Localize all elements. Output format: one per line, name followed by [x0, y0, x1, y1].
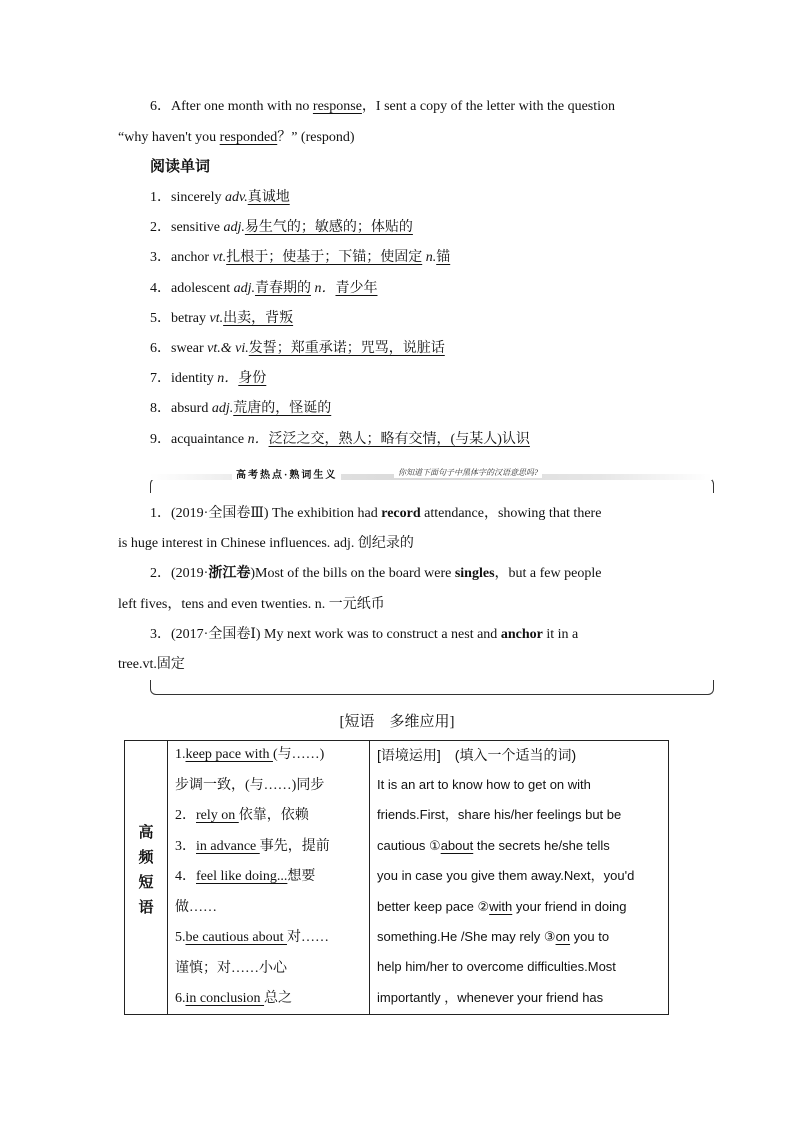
vocab-word: sincerely	[171, 190, 222, 205]
reading-vocab-heading: 阅读单词	[150, 159, 211, 175]
ex3-text-a: 3．(2017·全国卷Ⅰ) My next work was to construct a nest and	[150, 627, 501, 642]
category-char-3: 短	[138, 875, 154, 891]
vocab-num: 9．	[150, 431, 171, 447]
context-text: better keep pace ②	[377, 898, 490, 914]
category-char-4: 语	[138, 900, 154, 916]
ex1-bold-word: record	[381, 506, 421, 521]
phrase-line	[175, 898, 217, 918]
intro-line1-c: ，I sent a copy of the letter with the question	[361, 99, 616, 114]
phrase-num: 3．	[175, 838, 196, 854]
phrase-line	[175, 837, 330, 857]
vocab-pos: vt.	[209, 310, 224, 326]
vocab-word: acquaintance	[171, 431, 245, 447]
phrase-answer: be cautious about	[185, 930, 287, 945]
phrase-meaning: 总之	[264, 991, 293, 1006]
phrase-meaning: 事先，提前	[259, 838, 330, 854]
vocab-pos: vt.& vi.	[207, 341, 249, 356]
phrase-answer: rely on	[196, 808, 239, 823]
vocab-item	[150, 218, 413, 238]
ex2-text-a: 2．(2019·	[150, 566, 209, 581]
phrase-num: 6.	[175, 991, 186, 1006]
vocab-word: sensitive	[171, 220, 220, 236]
hotspot-example-1-line2: is huge interest in Chinese influences. adj. 创纪录的	[118, 536, 414, 551]
context-answer: on	[555, 929, 571, 944]
context-line	[377, 897, 626, 917]
phrase-meaning: 做……	[175, 899, 217, 915]
table-divider-1	[167, 741, 168, 1014]
vocab-meaning: 荒唐的，怪诞的	[233, 401, 332, 417]
hotspot-example-2-line2: left fives，tens and even twenties. n. 一元纸币	[118, 597, 385, 612]
phrase-line	[175, 867, 315, 887]
phrase-line	[175, 776, 324, 796]
context-text: help him/her to overcome difficulties.Most	[377, 959, 616, 975]
phrase-meaning: 对……	[286, 930, 329, 945]
vocab-num: 3．	[150, 250, 171, 266]
vocab-meaning: 出卖，背叛	[223, 310, 294, 326]
category-label	[125, 821, 167, 921]
context-answer: with	[489, 898, 513, 914]
vocab-meaning: 泛泛之交，熟人；略有交情，(与某人)认识	[268, 431, 530, 447]
vocab-word: absurd	[171, 401, 209, 417]
context-line	[377, 927, 609, 947]
vocab-num: 8．	[150, 401, 171, 417]
phrase-meaning: 依靠，依赖	[238, 808, 309, 823]
ex1-text-b: attendance，showing that there	[420, 506, 602, 521]
context-text-b: your friend in doing	[512, 898, 627, 914]
context-text: importantly ，whenever your friend has	[377, 989, 604, 1005]
intro-line2-c: ？” (respond)	[277, 130, 355, 145]
phrase-num: 1.	[175, 747, 186, 762]
vocab-item	[150, 430, 530, 450]
vocab-meaning: 身份	[238, 371, 267, 387]
hotspot-example-3-line2: tree.vt.固定	[118, 657, 185, 672]
phrase-line	[175, 745, 324, 765]
phrases-section-title: [短语 多维应用]	[339, 714, 455, 730]
context-heading: [语境运用] (填入一个适当的词)	[377, 747, 577, 763]
vocab-item	[150, 339, 445, 359]
phrase-answer: feel like doing...	[196, 869, 288, 884]
context-text: you in case you give them away.Next，you'd	[377, 868, 635, 884]
vocab-item	[150, 369, 266, 389]
intro-line1-a: 6．After one month with no	[150, 99, 313, 114]
vocab-num: 1．	[150, 190, 171, 205]
hotspot-title: 高考热点·熟词生义	[232, 466, 341, 481]
ex2-source: 浙江卷	[208, 566, 251, 581]
vocab-num: 4．	[150, 280, 171, 296]
hotspot-example-2	[150, 564, 601, 584]
context-text: friends.First，share his/her feelings but be	[377, 807, 622, 823]
vocab-meaning-2: 锚	[436, 250, 451, 266]
context-text: cautious ①	[377, 837, 441, 853]
phrase-num: 2．	[175, 808, 196, 823]
vocab-num: 7．	[150, 371, 171, 387]
phrase-line	[175, 928, 329, 948]
ex2-text-c: ，but a few people	[494, 566, 602, 581]
hotspot-banner	[150, 462, 712, 494]
context-text: It is an art to know how to get on with	[377, 777, 591, 792]
phrase-line	[175, 959, 287, 979]
phrase-num: 5.	[175, 930, 186, 945]
vocab-word: swear	[171, 341, 204, 356]
category-char-1: 高	[138, 825, 154, 841]
vocab-pos: adj.	[211, 401, 234, 417]
hotspot-frame-bottom	[150, 680, 714, 695]
phrases-table	[124, 740, 669, 1015]
context-text: something.He /She may rely ③	[377, 929, 556, 944]
ex2-bold-word: singles	[454, 566, 495, 581]
phrase-answer: in conclusion	[185, 991, 265, 1006]
vocab-item	[150, 309, 293, 329]
vocab-num: 5．	[150, 310, 171, 326]
phrase-line	[175, 989, 292, 1009]
vocab-pos-2: n.	[425, 250, 437, 266]
context-line	[377, 775, 591, 795]
phrase-answer: keep pace with	[185, 747, 273, 762]
vocab-word: anchor	[171, 250, 210, 266]
vocab-item	[150, 188, 290, 208]
vocab-meaning: 易生气的；敏感的；体贴的	[244, 220, 413, 236]
context-line	[377, 957, 616, 977]
vocab-pos: n．	[217, 371, 239, 387]
phrase-meaning: 谨慎；对……小心	[175, 960, 287, 976]
context-line	[377, 836, 610, 856]
vocab-pos: vt.	[212, 250, 227, 266]
hotspot-example-3	[150, 625, 578, 645]
hotspot-example-1	[150, 504, 601, 524]
intro-line-2	[118, 128, 355, 148]
category-char-2: 频	[138, 850, 154, 866]
intro-answer-responded: responded	[219, 130, 278, 145]
vocab-meaning: 青春期的	[254, 280, 311, 296]
phrase-num: 4．	[175, 869, 196, 884]
phrase-line	[175, 806, 309, 826]
vocab-num: 6．	[150, 341, 171, 356]
ex3-text-b: it in a	[542, 627, 579, 642]
vocab-pos: adj.	[223, 220, 245, 236]
hotspot-hint: 你知道下面句子中黑体字的汉语意思吗?	[394, 467, 542, 478]
vocab-pos-2: n．	[314, 280, 336, 296]
context-line	[377, 866, 634, 886]
vocab-num: 2．	[150, 220, 171, 236]
phrase-meaning: 步调一致，(与……)同步	[175, 777, 325, 793]
ex3-bold-word: anchor	[500, 627, 543, 642]
phrase-meaning: 想要	[287, 869, 316, 884]
phrase-meaning: (与……)	[272, 747, 325, 762]
table-divider-2	[369, 741, 370, 1014]
vocab-pos: adj.	[233, 280, 255, 296]
ex2-text-b: )Most of the bills on the board were	[250, 566, 455, 581]
vocab-pos: adv.	[225, 190, 248, 205]
vocab-meaning: 真诚地	[247, 190, 290, 205]
context-text-b: you to	[570, 929, 610, 944]
vocab-item	[150, 279, 377, 299]
vocab-meaning-2: 青少年	[335, 280, 378, 296]
vocab-item	[150, 248, 450, 268]
context-text-b: the secrets he/she tells	[473, 837, 610, 853]
intro-answer-response: response	[312, 99, 362, 114]
context-answer: about	[440, 837, 474, 853]
intro-line-1	[150, 97, 615, 117]
vocab-pos: n．	[247, 431, 269, 447]
vocab-meaning: 发誓；郑重承诺；咒骂，说脏话	[248, 341, 445, 356]
phrase-answer: in advance	[196, 838, 260, 854]
context-line	[377, 988, 603, 1008]
vocab-item	[150, 399, 331, 419]
vocab-word: adolescent	[171, 280, 231, 296]
vocab-word: betray	[171, 310, 206, 326]
context-line	[377, 805, 621, 825]
intro-line2-a: “why haven't you	[118, 130, 220, 145]
vocab-word: identity	[171, 371, 214, 387]
vocab-meaning: 扎根于；使基于；下锚；使固定	[226, 250, 423, 266]
ex1-text-a: 1．(2019·全国卷Ⅲ) The exhibition had	[150, 506, 382, 521]
